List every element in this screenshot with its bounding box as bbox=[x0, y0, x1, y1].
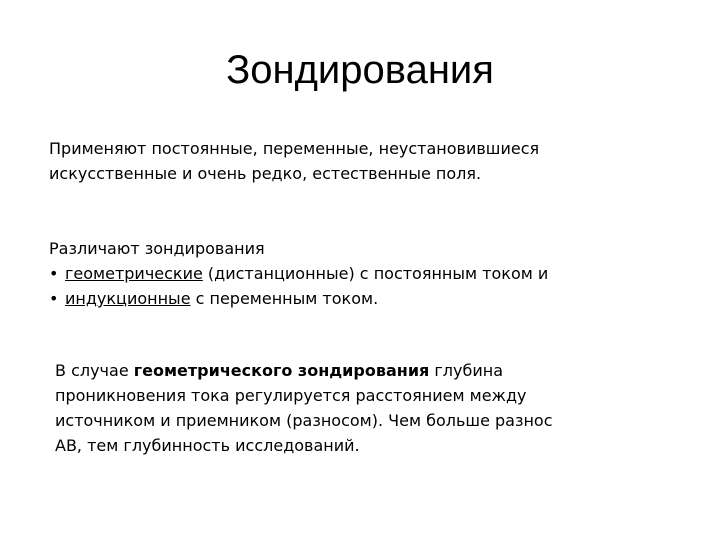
list-item-inductive bbox=[49, 286, 548, 311]
paragraph-geometric-sounding bbox=[55, 358, 553, 458]
paragraph-line: АВ, тем глубинность исследований. bbox=[55, 436, 360, 455]
text-prefix: В случае bbox=[55, 361, 134, 380]
paragraph-line: источником и приемником (разносом). Чем больше разнос bbox=[55, 411, 553, 430]
list-item-text: с переменным током. bbox=[190, 289, 379, 308]
inductive-link[interactable]: индукционные bbox=[65, 289, 191, 308]
list-heading: Различают зондирования bbox=[49, 239, 265, 258]
slide-title: Зондирования bbox=[226, 48, 494, 92]
paragraph-sounding-types bbox=[49, 236, 548, 311]
list-item-geometric bbox=[49, 261, 548, 286]
text-suffix: глубина bbox=[429, 361, 504, 380]
paragraph-fields-used bbox=[49, 136, 539, 186]
bullet-icon: • bbox=[49, 289, 59, 308]
geometric-link[interactable]: геометрические bbox=[65, 264, 203, 283]
paragraph-line: Применяют постоянные, переменные, неустановившиеся bbox=[49, 139, 540, 158]
bullet-icon: • bbox=[49, 264, 59, 283]
list-item-text: (дистанционные) с постоянным током и bbox=[202, 264, 549, 283]
bold-term: геометрического зондирования bbox=[133, 361, 430, 380]
paragraph-line: искусственные и очень редко, естественные поля. bbox=[49, 164, 482, 183]
paragraph-line: проникновения тока регулируется расстоянием между bbox=[55, 386, 527, 405]
paragraph-line bbox=[55, 358, 553, 383]
